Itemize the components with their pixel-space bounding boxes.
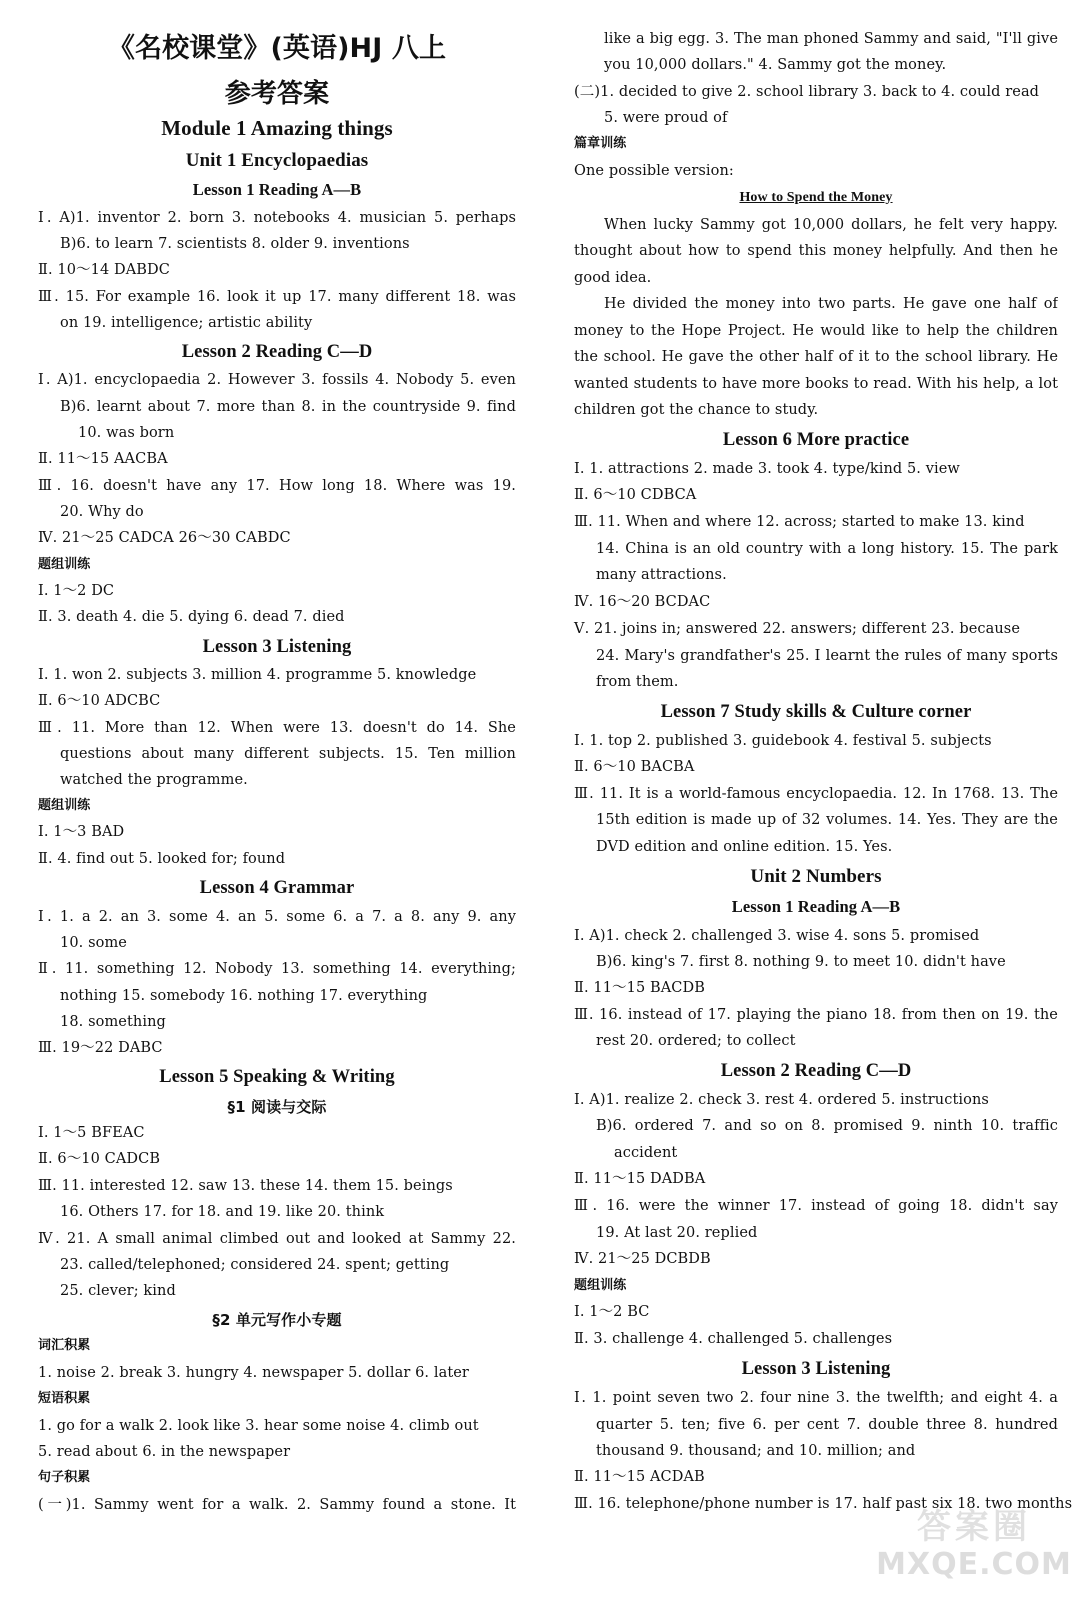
answer-line: the school. He gave the other half of it to the school library. He: [574, 349, 1058, 365]
answer-line: wanted students to have more books to read. With his help, a lot: [574, 376, 1058, 392]
section-heading: Lesson 2 Reading C—D: [720, 1061, 912, 1081]
answer-line: (一)1. Sammy went for a walk. 2. Sammy found a stone. It: [38, 1497, 516, 1513]
answer-line: Ⅱ. 11～15 DADBA: [574, 1171, 706, 1187]
answer-line: accident: [614, 1145, 678, 1161]
section-heading: 句子积累: [38, 1470, 91, 1485]
answer-line: He divided the money into two parts. He gave one half of: [604, 296, 1058, 312]
answer-line: Ⅰ. A)1. realize 2. check 3. rest 4. ordered 5. instructions: [574, 1092, 989, 1108]
section-heading: Lesson 1 Reading A—B: [192, 180, 362, 199]
answer-line: B)6. to learn 7. scientists 8. older 9. inventions: [60, 236, 410, 252]
section-heading: Lesson 6 More practice: [722, 430, 910, 450]
answer-line: Ⅱ. 11～15 AACBA: [38, 451, 168, 467]
answer-line: 5. read about 6. in the newspaper: [38, 1444, 291, 1460]
answer-line: Ⅲ. 11. It is a world-famous encyclopaedia. 12. In 1768. 13. The: [574, 786, 1058, 802]
section-heading: Module 1 Amazing things: [161, 116, 393, 140]
answer-line: 25. clever; kind: [60, 1283, 176, 1299]
answer-line: Ⅰ. 1～5 BFEAC: [38, 1125, 145, 1141]
answer-line: 15th edition is made up of 32 volumes. 14. Yes. They are the: [596, 812, 1058, 828]
answer-line: you 10,000 dollars." 4. Sammy got the money.: [604, 57, 947, 73]
answer-line: like a big egg. 3. The man phoned Sammy and said, "I'll give: [604, 31, 1058, 47]
section-heading: 短语积累: [38, 1391, 91, 1406]
answer-line: money to the Hope Project. He would like to help the children: [574, 323, 1058, 339]
answer-line: questions about many different subjects. 15. Ten million: [60, 746, 516, 762]
answer-line: 23. called/telephoned; considered 24. spent; getting: [60, 1257, 450, 1273]
answer-line: 10. some: [60, 935, 127, 951]
answer-line: Ⅲ. 11. More than 12. When were 13. doesn't do 14. She: [38, 720, 516, 736]
answer-line: 1. noise 2. break 3. hungry 4. newspaper 5. dollar 6. later: [38, 1365, 469, 1381]
answer-line: Ⅰ. 1～2 DC: [38, 583, 115, 599]
answer-line: Ⅲ. 16. doesn't have any 17. How long 18. Where was 19.: [38, 478, 516, 494]
section-heading: Lesson 2 Reading C—D: [181, 342, 373, 362]
answer-line: 19. At last 20. replied: [596, 1225, 758, 1241]
section-heading: 词汇积累: [38, 1338, 91, 1353]
answer-line: many attractions.: [596, 567, 727, 583]
section-heading: 参考答案: [224, 79, 330, 109]
answer-line: Ⅲ. 16. instead of 17. playing the piano 18. from then on 19. the: [574, 1007, 1058, 1023]
section-heading: §1 阅读与交际: [227, 1098, 327, 1116]
answer-line: B)6. learnt about 7. more than 8. in the countryside 9. find: [60, 399, 516, 415]
answer-line: Ⅲ. 16. telephone/phone number is 17. half past six 18. two months: [574, 1496, 1073, 1512]
answer-line: children got the chance to study.: [574, 402, 819, 418]
watermark-url: MXQE.COM: [876, 1547, 1072, 1582]
answer-line: thousand 9. thousand; and 10. million; and: [596, 1443, 916, 1459]
answer-line: Ⅰ. A)1. encyclopaedia 2. However 3. fossils 4. Nobody 5. even: [38, 372, 516, 388]
answer-line: Ⅱ. 6～10 CDBCA: [574, 487, 697, 503]
section-heading: Unit 1 Encyclopaedias: [185, 150, 369, 171]
answer-line: 16. Others 17. for 18. and 19. like 20. think: [60, 1204, 385, 1220]
answer-line: thought about how to spend this money helpfully. And then he: [574, 243, 1058, 259]
answer-line: 14. China is an old country with a long history. 15. The park: [596, 541, 1058, 557]
answer-line: watched the programme.: [60, 772, 248, 788]
section-heading: How to Spend the Money: [739, 190, 893, 205]
section-heading: 题组训练: [574, 1278, 627, 1293]
section-heading: 《名校课堂》(英语)HJ 八上: [107, 33, 447, 64]
answer-line: Ⅰ. 1～2 BC: [574, 1304, 650, 1320]
answer-line: 20. Why do: [60, 504, 144, 520]
answer-line: from them.: [596, 674, 679, 690]
watermark-logo-text: 答案圈: [917, 1507, 1031, 1547]
answer-line: Ⅴ. 21. joins in; answered 22. answers; different 23. because: [574, 621, 1021, 637]
answer-line: B)6. ordered 7. and so on 8. promised 9. ninth 10. traffic: [596, 1118, 1058, 1134]
answer-line: Ⅱ. 6～10 BACBA: [574, 759, 695, 775]
answer-line: 5. were proud of: [604, 110, 728, 126]
answer-line: Ⅱ. 6～10 ADCBC: [38, 693, 161, 709]
answer-line: Ⅲ. 11. When and where 12. across; started to make 13. kind: [574, 514, 1025, 530]
answer-line: Ⅰ. 1～3 BAD: [38, 824, 125, 840]
answer-line: rest 20. ordered; to collect: [596, 1033, 796, 1049]
answer-line: Ⅳ. 21～25 CADCA 26～30 CABDC: [38, 530, 291, 546]
answer-line: Ⅰ. A)1. inventor 2. born 3. notebooks 4. musician 5. perhaps: [38, 210, 516, 226]
answer-line: Ⅱ. 3. death 4. die 5. dying 6. dead 7. died: [38, 609, 345, 625]
section-heading: 题组训练: [38, 798, 91, 813]
section-heading: Lesson 3 Listening: [202, 637, 352, 657]
section-heading: 篇章训练: [574, 136, 627, 151]
answer-line: Ⅲ. 15. For example 16. look it up 17. many different 18. was: [38, 289, 516, 305]
answer-line: Ⅱ. 3. challenge 4. challenged 5. challenges: [574, 1331, 893, 1347]
answer-line: When lucky Sammy got 10,000 dollars, he felt very happy.: [604, 217, 1058, 233]
answer-line: B)6. king's 7. first 8. nothing 9. to meet 10. didn't have: [596, 954, 1006, 970]
answer-line: 18. something: [60, 1014, 166, 1030]
answer-line: nothing 15. somebody 16. nothing 17. everything: [60, 988, 428, 1004]
section-heading: 题组训练: [38, 557, 91, 572]
answer-line: Ⅳ. 21. A small animal climbed out and looked at Sammy 22.: [38, 1231, 516, 1247]
answer-line: Ⅱ. 11. something 12. Nobody 13. something 14. everything;: [38, 961, 516, 977]
answer-line: Ⅲ. 16. were the winner 17. instead of going 18. didn't say: [574, 1198, 1058, 1214]
answer-line: Ⅰ. 1. point seven two 2. four nine 3. the twelfth; and eight 4. a: [574, 1390, 1058, 1406]
answer-line: Ⅲ. 19～22 DABC: [38, 1040, 163, 1056]
answer-line: Ⅰ. 1. top 2. published 3. guidebook 4. festival 5. subjects: [574, 733, 992, 749]
answer-line: Ⅱ. 10～14 DABDC: [38, 262, 170, 278]
section-heading: Lesson 4 Grammar: [199, 878, 355, 898]
answer-line: One possible version:: [574, 163, 734, 179]
answer-line: Ⅱ. 11～15 BACDB: [574, 980, 705, 996]
section-heading: Lesson 7 Study skills & Culture corner: [660, 702, 972, 722]
answer-line: 10. was born: [78, 425, 175, 441]
answer-line: Ⅱ. 4. find out 5. looked for; found: [38, 851, 286, 867]
answer-line: Ⅳ. 21～25 DCBDB: [574, 1251, 711, 1267]
answer-line: 1. go for a walk 2. look like 3. hear some noise 4. climb out: [38, 1418, 479, 1434]
section-heading: §2 单元写作小专题: [212, 1311, 342, 1329]
answer-line: Ⅰ. 1. won 2. subjects 3. million 4. programme 5. knowledge: [38, 667, 477, 683]
answer-line: Ⅱ. 11～15 ACDAB: [574, 1469, 705, 1485]
section-heading: Lesson 1 Reading A—B: [731, 897, 901, 916]
section-heading: Lesson 3 Listening: [741, 1359, 891, 1379]
site-watermark: [874, 1506, 1074, 1586]
answer-line: Ⅳ. 16～20 BCDAC: [574, 594, 711, 610]
answer-line: Ⅱ. 6～10 CADCB: [38, 1151, 161, 1167]
answer-line: good idea.: [574, 270, 652, 286]
answer-line: DVD edition and online edition. 15. Yes.: [596, 839, 893, 855]
answer-line: quarter 5. ten; five 6. per cent 7. double three 8. hundred: [596, 1417, 1058, 1433]
answer-line: Ⅰ. 1. attractions 2. made 3. took 4. type/kind 5. view: [574, 461, 960, 477]
answer-line: Ⅲ. 11. interested 12. saw 13. these 14. them 15. beings: [38, 1178, 453, 1194]
answer-line: Ⅰ. 1. a 2. an 3. some 4. an 5. some 6. a 7. a 8. any 9. any: [38, 909, 516, 925]
answer-line: (二)1. decided to give 2. school library 3. back to 4. could read: [574, 84, 1040, 100]
section-heading: Unit 2 Numbers: [750, 866, 882, 887]
answer-line: Ⅰ. A)1. check 2. challenged 3. wise 4. sons 5. promised: [574, 928, 980, 944]
answer-line: on 19. intelligence; artistic ability: [60, 315, 313, 331]
section-heading: Lesson 5 Speaking & Writing: [159, 1067, 395, 1087]
answer-line: 24. Mary's grandfather's 25. I learnt the rules of many sports: [596, 648, 1058, 664]
